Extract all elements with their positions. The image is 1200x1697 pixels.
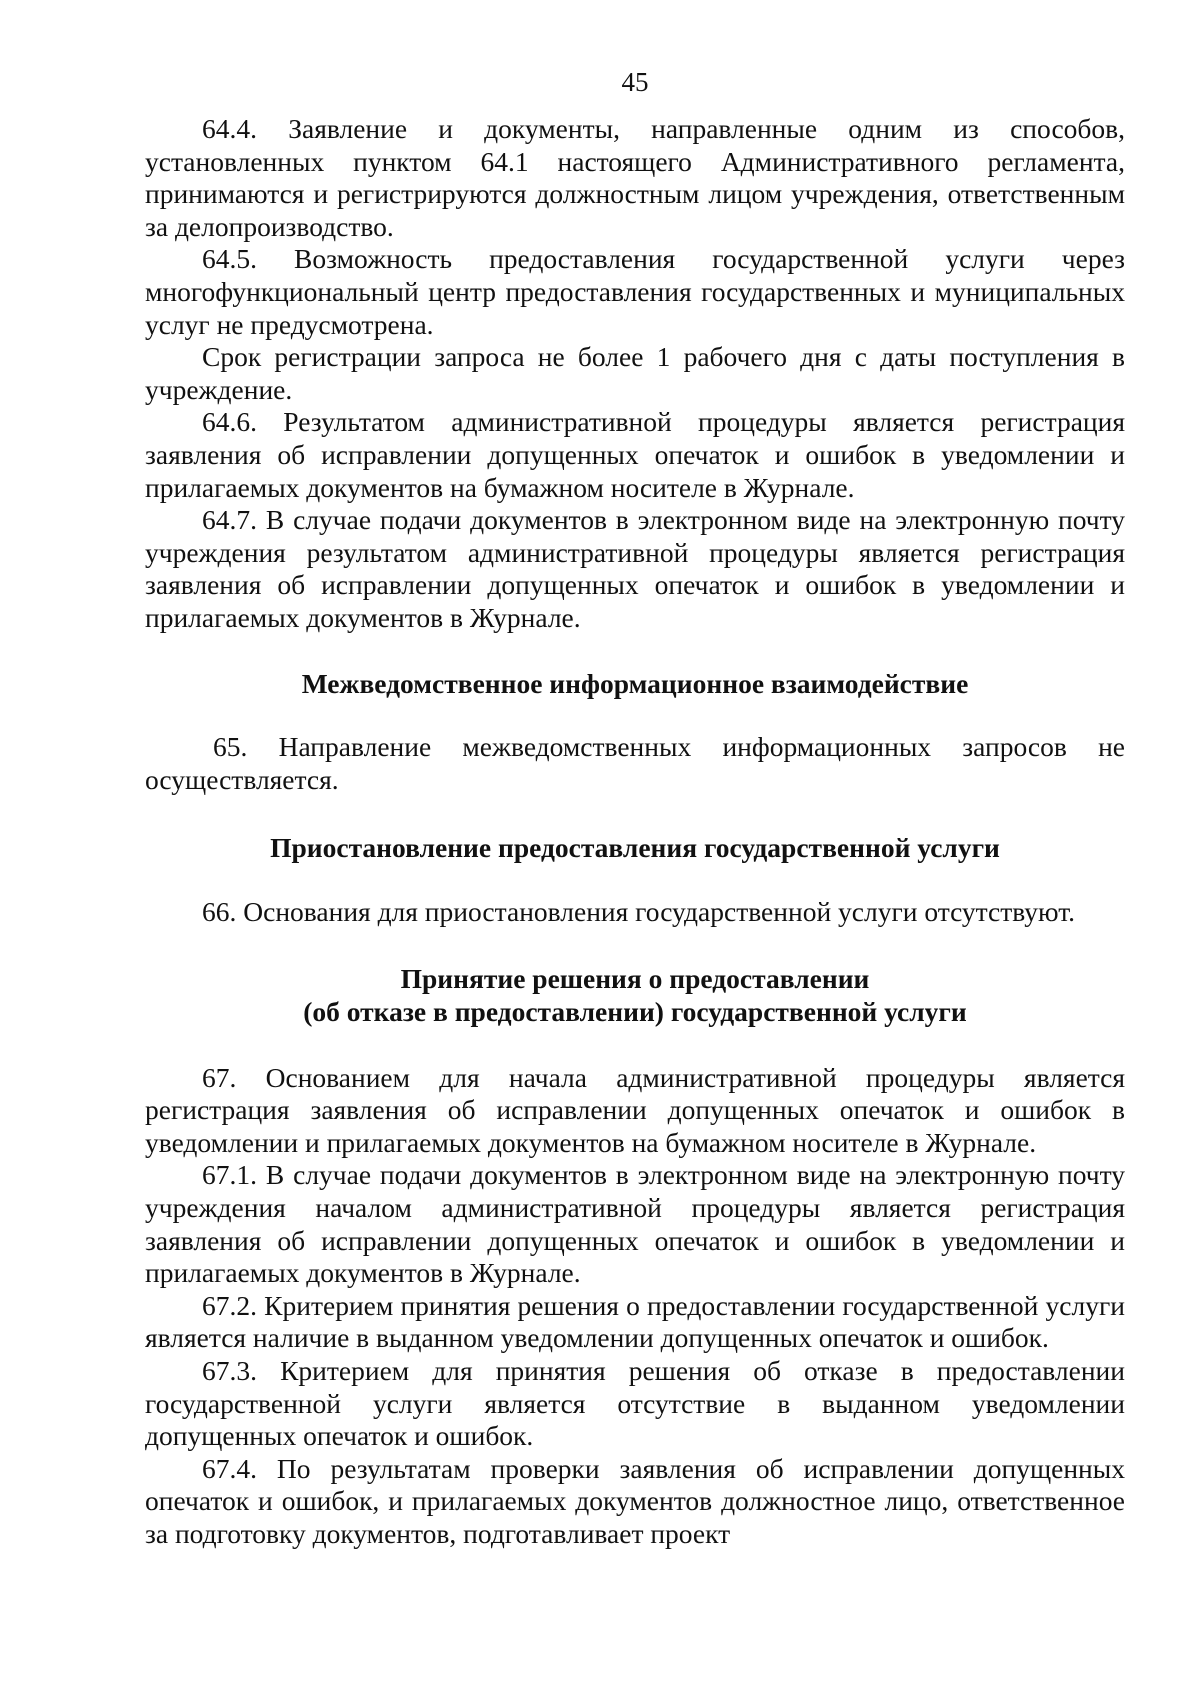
section-heading-decision-line-2: (об отказе в предоставлении) государственной услуги — [303, 996, 967, 1028]
paragraph-64-7: 64.7. В случае подачи документов в электронном виде на электронную почту учреждения результатом административной процедуры является регистрация заявления об исправлении допущенных опечаток и ошибок в уведомлении и прилагаемых документов в Журнале. — [145, 504, 1125, 633]
paragraph-67-4: 67.4. По результатам проверки заявления об исправлении допущенных опечаток и ошибок, и прилагаемых документов должностное лицо, ответственное за подготовку документов, подготавливает проект — [145, 1452, 1125, 1549]
paragraph-64-6: 64.6. Результатом административной процедуры является регистрация заявления об исправлении допущенных опечаток и ошибок в уведомлении и прилагаемых документов на бумажном носителе в Журнале. — [145, 406, 1125, 503]
page-number: 45 — [621, 67, 649, 97]
paragraph-65: 65. Направление межведомственных информационных запросов не осуществляется. — [145, 731, 1125, 795]
spacer — [145, 796, 1125, 832]
paragraph-registration-term: Срок регистрации запроса не более 1 рабочего дня с даты поступления в учреждение. — [145, 341, 1125, 405]
spacer — [145, 865, 1125, 896]
paragraph-64-4: 64.4. Заявление и документы, направленные одним из способов, установленных пунктом 64.1 настоящего Административного регламента, принимаются и регистрируются должностным лицом учреждения, ответственным за делопроизводство. — [145, 113, 1125, 242]
section-heading-decision-line-1: Принятие решения о предоставлении — [400, 963, 870, 995]
paragraph-66: 66. Основания для приостановления государственной услуги отсутствуют. — [202, 895, 1076, 927]
paragraph-67-3: 67.3. Критерием для принятия решения об отказе в предоставлении государственной услуги является отсутствие в выданном уведомлении допущенных опечаток и ошибок. — [145, 1355, 1125, 1452]
section-heading-suspension: Приостановление предоставления государственной услуги — [270, 832, 1000, 864]
paragraph-67-1: 67.1. В случае подачи документов в электронном виде на электронную почту учреждения началом административной процедуры является регистрация заявления об исправлении допущенных опечаток и ошибок в уведомлении и прилагаемых документов в Журнале. — [145, 1159, 1125, 1289]
paragraph-67: 67. Основанием для начала административной процедуры является регистрация заявления об исправлении допущенных опечаток и ошибок в уведомлении и прилагаемых документов на бумажном носителе в Журнале. — [145, 1061, 1125, 1158]
paragraph-67-2: 67.2. Критерием принятия решения о предоставлении государственной услуги является наличие в выданном уведомлении допущенных опечаток и ошибок. — [145, 1289, 1125, 1354]
spacer — [145, 635, 1125, 668]
section-heading-interagency: Межведомственное информационное взаимодействие — [301, 667, 969, 699]
spacer — [145, 928, 1125, 963]
paragraph-64-5: 64.5. Возможность предоставления государственной услуги через многофункциональный центр предоставления государственных и муниципальных услуг не предусмотрена. — [145, 243, 1125, 340]
document-body — [145, 113, 1125, 1551]
spacer — [145, 1029, 1125, 1062]
spacer — [145, 700, 1125, 731]
